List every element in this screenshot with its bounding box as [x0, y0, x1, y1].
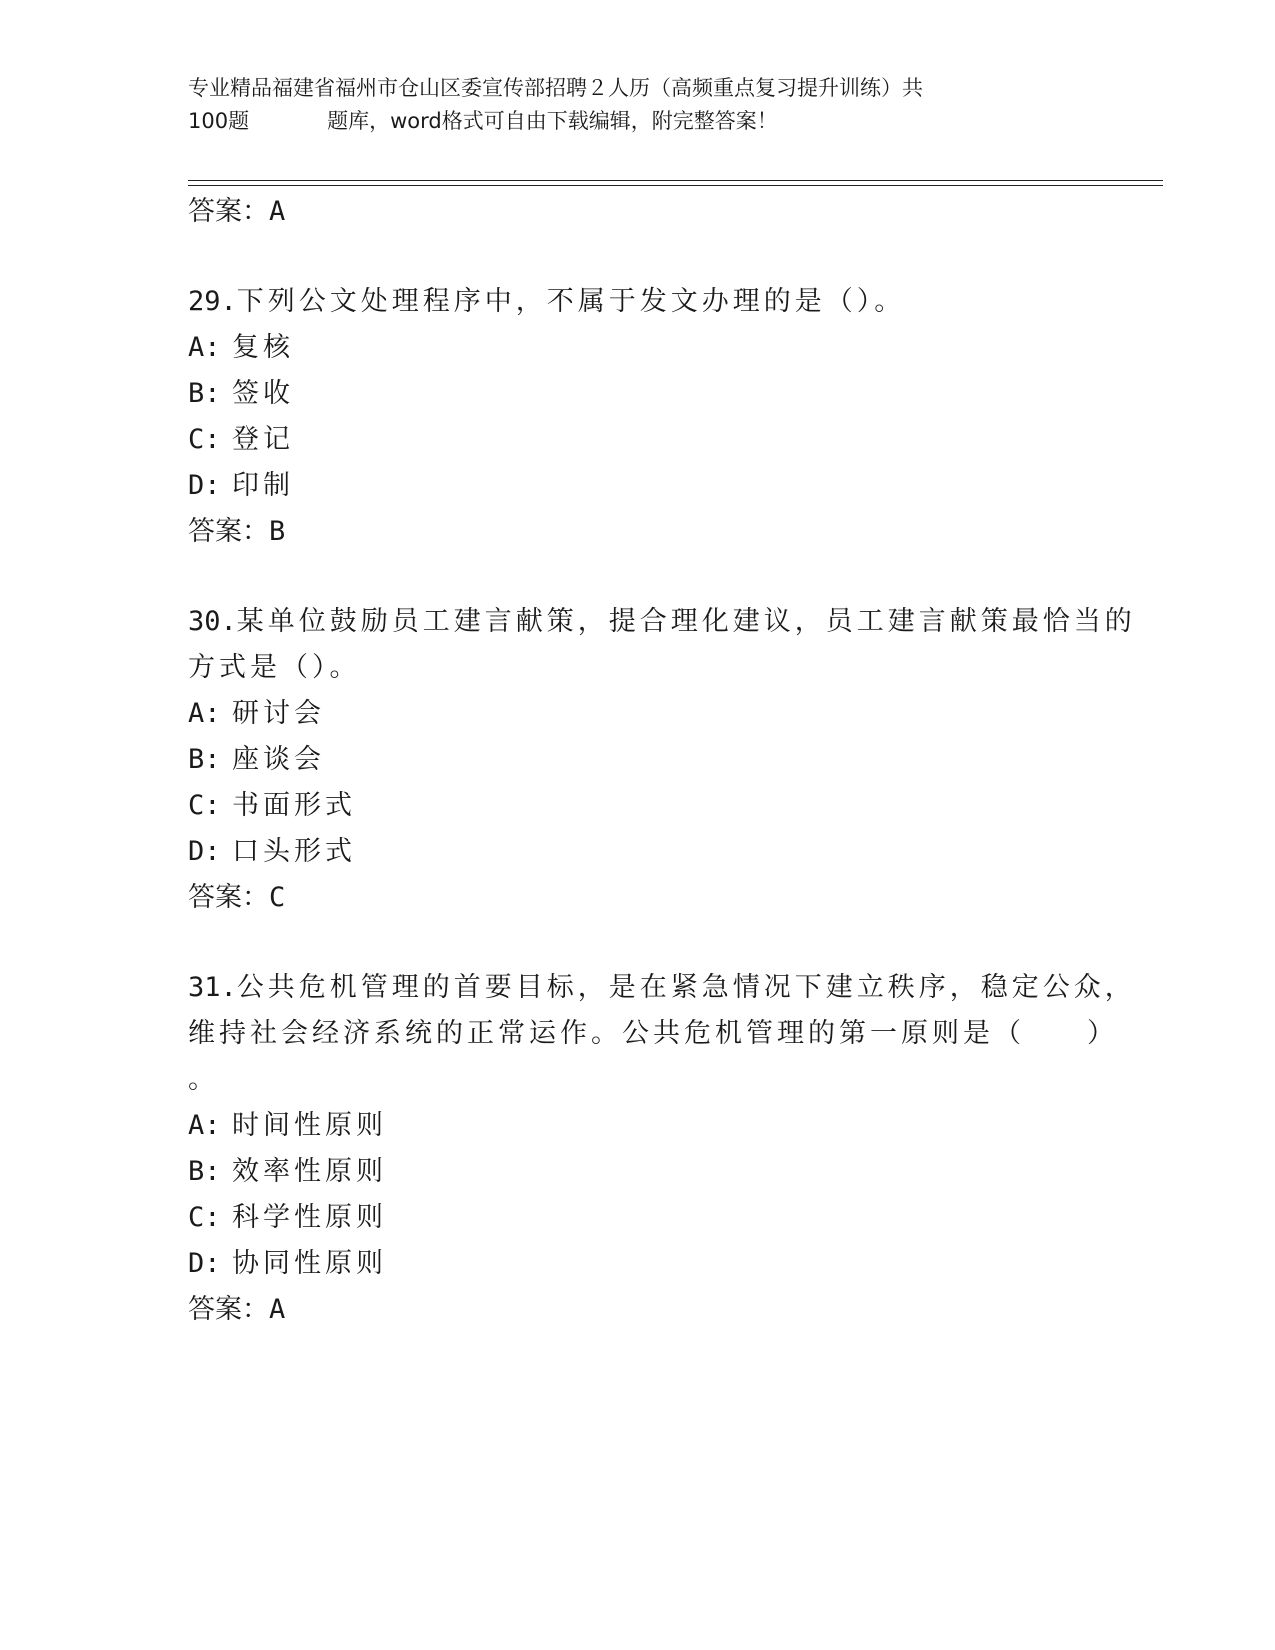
question-line: 。 — [188, 1064, 219, 1095]
header-title-line1: 专业精品福建省福州市仓山区委宣传部招聘２人历（高频重点复习提升训练）共 — [188, 76, 923, 100]
option-letter: D: — [188, 1248, 221, 1279]
header-divider-bottom — [188, 185, 1163, 186]
question-29 — [188, 279, 1088, 555]
question-number: 29. — [188, 286, 237, 317]
option-a — [188, 325, 1088, 371]
option-letter: C: — [188, 790, 221, 821]
option-letter: B: — [188, 378, 221, 409]
question-text — [188, 279, 1088, 325]
option-b — [188, 371, 1088, 417]
document-header — [188, 72, 1088, 138]
option-letter: D: — [188, 470, 221, 501]
answer-label: 答案： — [188, 1294, 269, 1325]
question-31 — [188, 965, 1136, 1333]
answer-value: C — [269, 882, 286, 913]
option-letter: B: — [188, 1156, 221, 1187]
option-text: 研讨会 — [232, 698, 325, 729]
question-text — [188, 599, 1136, 691]
option-letter: D: — [188, 836, 221, 867]
answer-label: 答案： — [188, 882, 269, 913]
question-stem: 公共危机管理的首要目标，是在紧急情况下建立秩序，稳定公众， — [236, 972, 1136, 1003]
option-c — [188, 783, 1088, 829]
option-text: 复核 — [232, 332, 294, 363]
option-text: 签收 — [232, 378, 294, 409]
option-a — [188, 691, 1088, 737]
option-letter: B: — [188, 744, 221, 775]
option-text: 书面形式 — [232, 790, 356, 821]
question-line — [188, 599, 1136, 645]
question-number: 30. — [188, 606, 237, 637]
header-description: 题库，word格式可自由下载编辑，附完整答案！ — [327, 109, 778, 133]
option-letter: C: — [188, 424, 221, 455]
question-number: 31. — [188, 972, 237, 1003]
question-list — [188, 189, 1136, 1333]
question-text — [188, 965, 1136, 1103]
answer-value: A — [269, 1294, 286, 1325]
option-d — [188, 829, 1088, 875]
answer-29 — [188, 509, 1088, 555]
header-divider-top — [188, 180, 1163, 181]
option-c — [188, 1195, 1088, 1241]
question-line — [188, 279, 1088, 325]
answer-value: A — [269, 196, 286, 227]
question-line: 维持社会经济系统的正常运作。公共危机管理的第一原则是（ ） — [188, 1018, 1118, 1049]
answer-31 — [188, 1287, 1088, 1333]
option-text: 时间性原则 — [232, 1110, 387, 1141]
question-30 — [188, 599, 1136, 921]
option-text: 登记 — [232, 424, 294, 455]
option-letter: C: — [188, 1202, 221, 1233]
option-d — [188, 1241, 1088, 1287]
previous-answer — [188, 189, 1088, 235]
option-text: 效率性原则 — [232, 1156, 387, 1187]
header-title-line2 — [188, 105, 1088, 138]
answer-label: 答案： — [188, 196, 269, 227]
option-text: 口头形式 — [232, 836, 356, 867]
option-b — [188, 1149, 1088, 1195]
question-stem: 某单位鼓励员工建言献策，提合理化建议，员工建言献策最恰当的 — [236, 606, 1136, 637]
option-text: 座谈会 — [232, 744, 325, 775]
header-count: 100题 — [188, 109, 250, 133]
option-letter: A: — [188, 332, 221, 363]
option-b — [188, 737, 1088, 783]
answer-30 — [188, 875, 1088, 921]
option-a — [188, 1103, 1088, 1149]
option-letter: A: — [188, 1110, 221, 1141]
option-letter: A: — [188, 698, 221, 729]
option-text: 协同性原则 — [232, 1248, 387, 1279]
question-stem: 下列公文处理程序中，不属于发文办理的是（）。 — [236, 286, 906, 317]
answer-label: 答案： — [188, 516, 269, 547]
option-text: 科学性原则 — [232, 1202, 387, 1233]
answer-value: B — [269, 516, 286, 547]
option-c — [188, 417, 1088, 463]
question-line — [188, 965, 1136, 1011]
option-d — [188, 463, 1088, 509]
question-line: 方式是（）。 — [188, 652, 361, 683]
option-text: 印制 — [232, 470, 294, 501]
